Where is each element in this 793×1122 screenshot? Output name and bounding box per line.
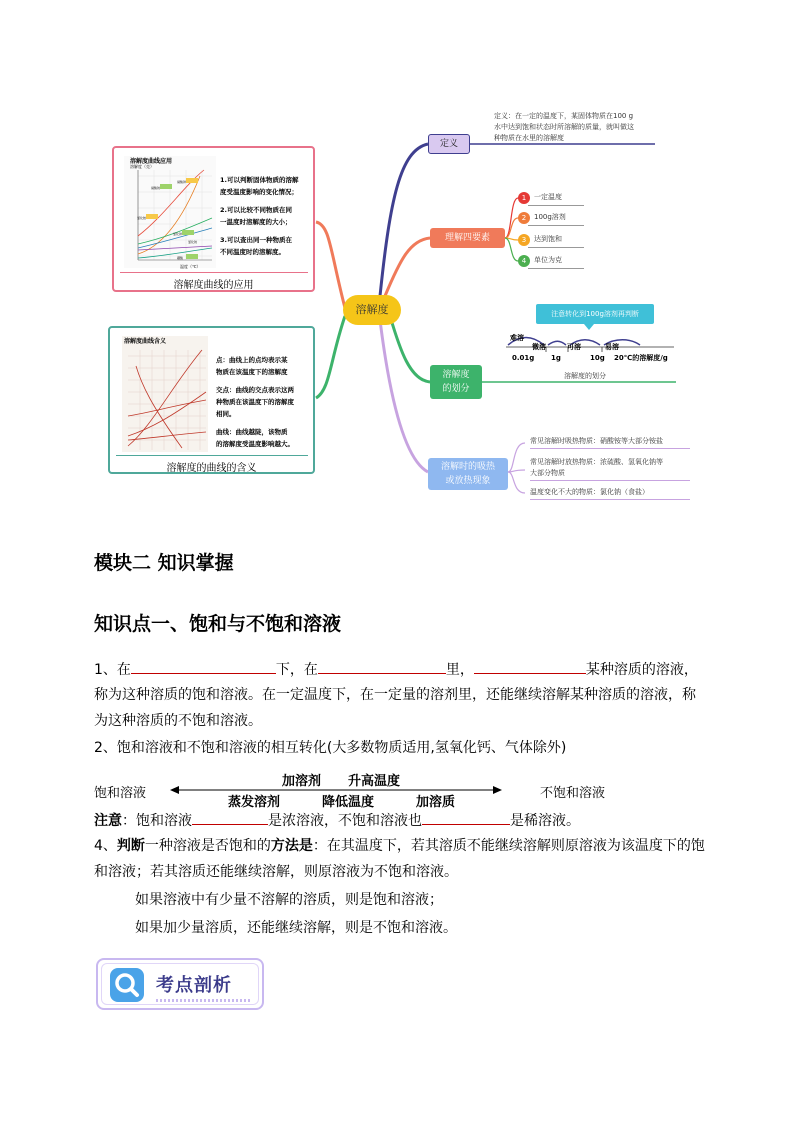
four-elements-node: 理解四要素 [430,228,505,248]
curve-application-thumbnail [124,156,216,268]
curve-meaning-caption: 溶解度的曲线的含义 [166,463,257,474]
category-slightly-soluble: 微溶 [532,343,546,351]
knowledge-point-title: 知识点一、饱和与不饱和溶液 [94,613,342,635]
paragraph-1-line-1: 1、在 下，在 里， 某种溶质的溶液， [94,657,698,682]
paragraph-4-line-3: 如果溶液中有少量不溶解的溶质，则是饱和溶液； [135,892,443,908]
conversion-unsaturated: 不饱和溶液 [540,786,606,801]
thumb-series-1: 硝酸钠 [151,186,161,190]
curve-application-thumb-title: 溶解度曲线应用 [130,158,173,165]
curve-application-caption: 溶解度曲线的应用 [173,280,254,291]
thumb-series-4: 氯化钾 [173,232,183,236]
paragraph-1-line-3: 为这种溶质的不饱和溶液。 [94,713,262,729]
paragraph-4-line-1: 4、判断一种溶液是否饱和的方法是：在其温度下，若其溶质不能继续溶解则原溶液为该温度下的饱 [94,838,705,854]
thumb-series-3: 氯化铵 [137,216,147,220]
paragraph-2: 2、饱和溶液和不饱和溶液的相互转化(大多数物质适用,氢氧化钙、气体除外) [94,740,567,756]
threshold-10g: 10g [590,354,605,362]
paragraph-4-line-2: 和溶液；若其溶质还能继续溶解，则原溶液为不饱和溶液。 [94,864,458,880]
curve-application-notes: 1.可以判断固体物质的溶解 度受温度影响的变化情况； 2.可以比较不同物质在同 一温度时溶解度的大小； 3.可以查出同一种物质在 不同温度时的溶解度。 [220,176,299,256]
curve-meaning-thumb-title: 溶解度曲线含义 [124,338,167,345]
element-text-1: 一定温度 [528,190,584,206]
scale-axis-label: 20℃的溶解度/g [614,354,668,362]
heat-item-1: 常见溶解时吸热物质：硝酸铵等大部分铵盐 [530,436,690,449]
condition-add-solvent: 加溶剂 [282,774,322,789]
solubility-mind-map [0,0,793,520]
conversion-saturated: 饱和溶液 [94,786,147,801]
fill-blank-not-necessarily-1[interactable] [192,808,268,825]
element-text-3: 达到饱和 [528,232,584,248]
classification-node: 溶解度 的划分 [430,365,482,399]
category-soluble: 可溶 [567,343,581,351]
element-number-2: 2 [518,212,530,224]
thumb-series-2: 硝酸钾 [177,180,187,184]
classification-callout: 注意转化到100g溶剂再判断 [536,304,654,324]
curve-meaning-thumbnail [122,336,208,452]
fill-blank-not-necessarily-2[interactable] [422,808,510,825]
element-number-4: 4 [518,255,530,267]
center-node: 溶解度 [343,295,401,325]
exam-analysis-badge [96,958,264,1010]
badge-label: 考点剖析 [156,975,232,996]
category-very-soluble: 易溶 [605,343,619,351]
fill-blank-solvent[interactable] [318,657,446,674]
condition-lower-temperature: 降低温度 [322,795,375,810]
paragraph-4-line-4: 如果加少量溶质，还能继续溶解，则是不饱和溶液。 [135,920,457,936]
curve-meaning-notes: 点：曲线上的点均表示某 物质在该温度下的溶解度 交点：曲线的交点表示这两 种物质在该温度下的溶解度 相同。 曲线：曲线越陡，该物质 的溶解度受温度影响越大。 [216,356,294,448]
heat-node: 溶解时的吸热 或放热现象 [428,458,508,490]
definition-text: 定义：在一定的温度下，某固体物质在100 g 水中达到饱和状态时所溶解的质量，就叫做这 种物质在水里的溶解度 [494,112,634,142]
element-text-4: 单位为克 [528,253,584,269]
heat-item-3: 温度变化不大的物质：氯化钠（食盐） [530,487,690,500]
curve-application-thumb-ylabel: 溶解度（克） [130,164,154,169]
classification-caption: 溶解度的划分 [564,372,606,380]
thumb-series-6: 硼酸 [177,256,184,260]
note-line: 注意：饱和溶液 是浓溶液，不饱和溶液也 是稀溶液。 [94,808,580,833]
module-title: 模块二 知识掌握 [94,552,234,574]
element-number-3: 3 [518,234,530,246]
heat-item-2: 常见溶解时放热物质：浓硫酸、氢氧化钠等 大部分物质 [530,457,690,481]
condition-add-solute: 加溶质 [416,795,456,810]
curve-application-thumb-xlabel: 温度（℃） [180,264,201,269]
magnifier-icon [110,968,144,1002]
paragraph-1-line-2: 称为这种溶质的饱和溶液。在一定温度下，在一定量的溶剂里，还能继续溶解某种溶质的溶液，称 [94,687,696,703]
curve-application-card [112,146,315,292]
callout-pointer [584,324,594,330]
threshold-1g: 1g [551,354,561,362]
category-insoluble: 难溶 [510,334,524,342]
thumb-series-5: 氯化钠 [188,240,198,244]
condition-raise-temperature: 升高温度 [348,774,401,789]
fill-blank-temperature[interactable] [131,657,276,674]
element-number-1: 1 [518,192,530,204]
definition-node: 定义 [428,134,470,154]
threshold-0-01g: 0.01g [512,354,535,362]
element-text-2: 100g溶剂 [528,210,584,226]
condition-evaporate-solvent: 蒸发溶剂 [228,795,281,810]
fill-blank-cannot-dissolve[interactable] [474,657,586,674]
curve-meaning-card [108,326,315,474]
